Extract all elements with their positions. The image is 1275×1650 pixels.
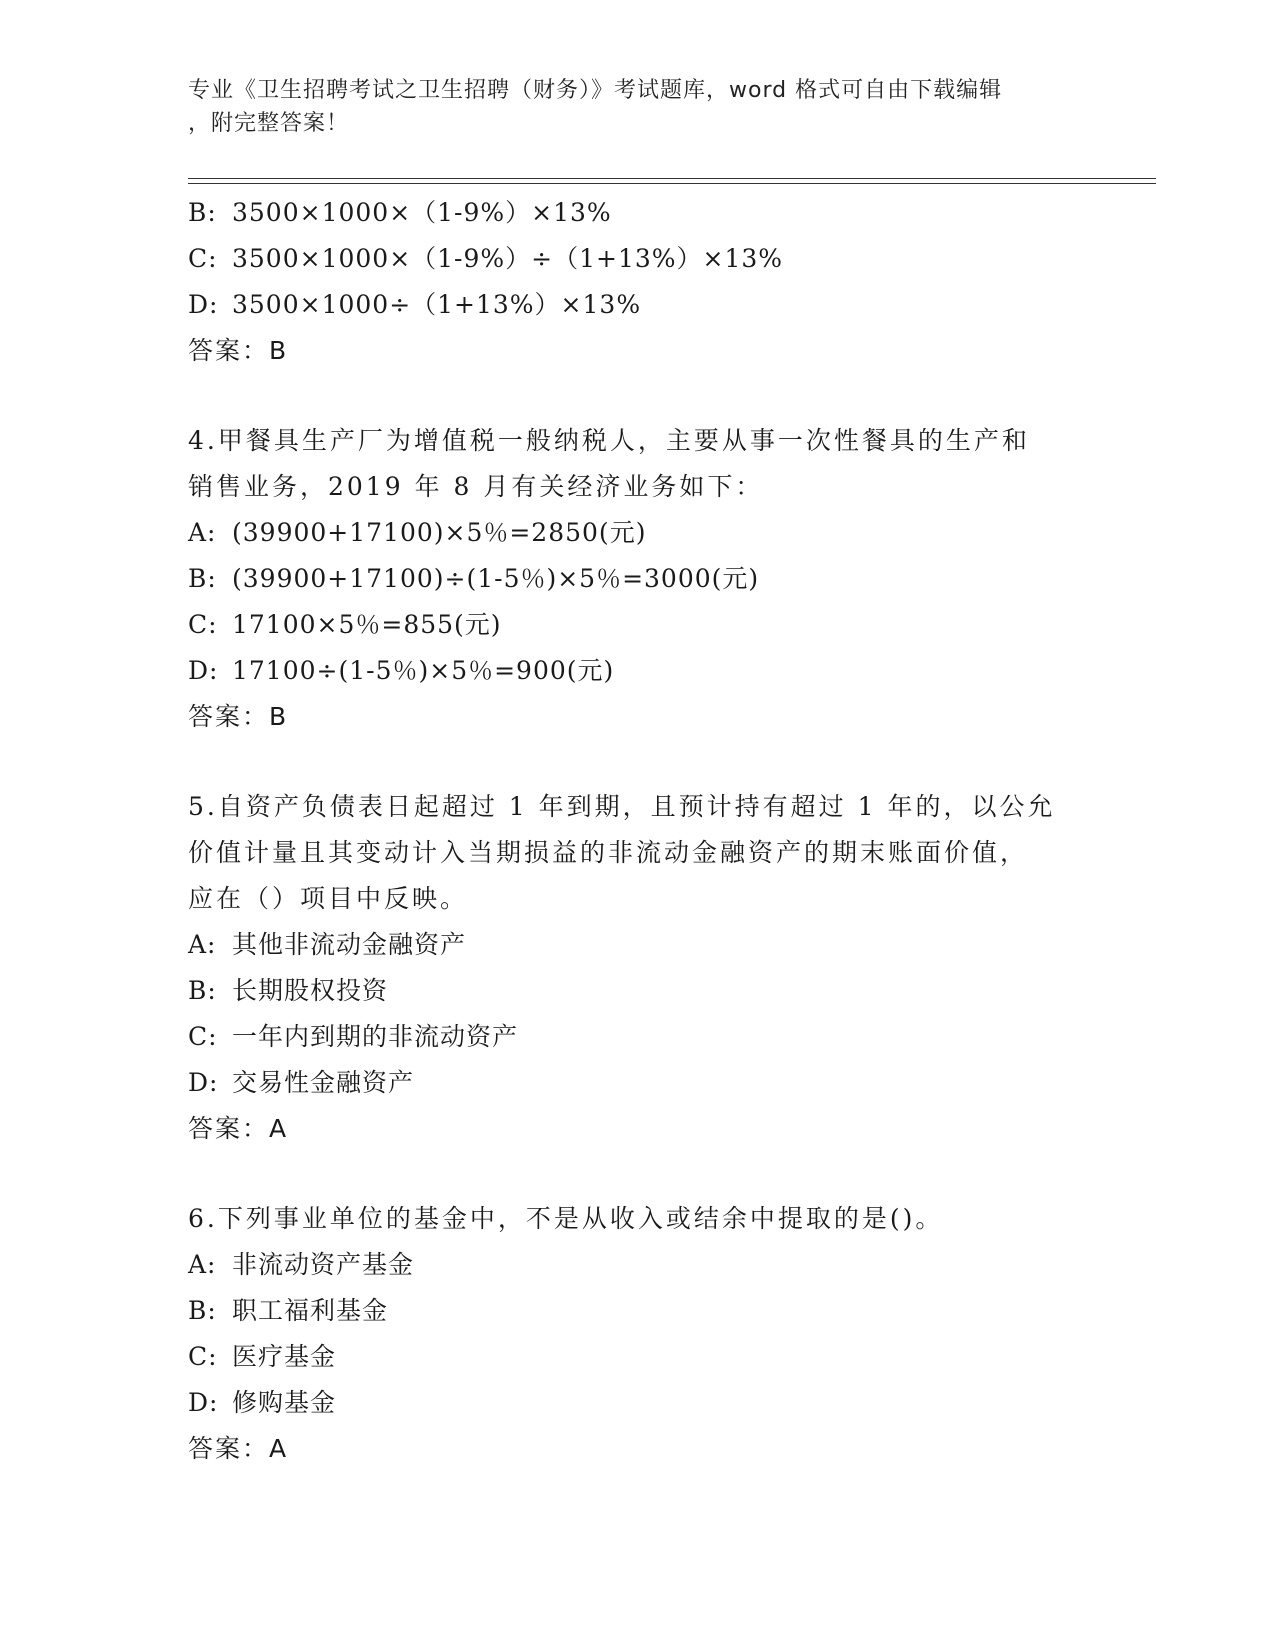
option-key: A: <box>188 930 217 959</box>
option-a <box>188 1242 1088 1288</box>
option-c <box>188 236 1088 282</box>
question-3-continued <box>188 190 1088 374</box>
option-d <box>188 1380 1088 1426</box>
document-header <box>188 74 1068 140</box>
answer: 答案：B <box>188 336 289 365</box>
option-b <box>188 968 1088 1014</box>
option-text: 17100×5％=855(元) <box>232 610 502 639</box>
option-key: C: <box>188 1342 218 1371</box>
option-text: 3500×1000×（1-9%）×13% <box>232 198 612 227</box>
header-divider-bottom <box>188 183 1156 184</box>
header-line-2: ，附完整答案！ <box>188 111 350 136</box>
option-key: B: <box>188 564 217 593</box>
option-d <box>188 282 1088 328</box>
question-stem-line: 4.甲餐具生产厂为增值税一般纳税人，主要从事一次性餐具的生产和 <box>188 426 1030 455</box>
option-key: B: <box>188 976 217 1005</box>
option-key: A: <box>188 518 217 547</box>
option-key: B: <box>188 198 217 227</box>
question-stem-line: 价值计量且其变动计入当期损益的非流动金融资产的期末账面价值， <box>188 838 1029 867</box>
option-b <box>188 556 1088 602</box>
option-text: 一年内到期的非流动资产 <box>232 1022 519 1051</box>
option-text: 3500×1000×（1-9%）÷（1+13%）×13% <box>232 244 784 273</box>
option-key: C: <box>188 244 218 273</box>
option-key: D: <box>188 656 219 685</box>
option-key: C: <box>188 610 218 639</box>
option-a <box>188 510 1088 556</box>
option-d <box>188 1060 1088 1106</box>
question-stem <box>188 784 1068 922</box>
option-key: D: <box>188 1388 219 1417</box>
question-5 <box>188 784 1088 1152</box>
question-stem-line: 6.下列事业单位的基金中，不是从收入或结余中提取的是()。 <box>188 1204 944 1233</box>
question-stem <box>188 1196 1068 1242</box>
option-key: D: <box>188 290 219 319</box>
question-stem-line: 5.自资产负债表日起超过 1 年到期，且预计持有超过 1 年的，以公允 <box>188 792 1056 821</box>
header-line-1: 专业《卫生招聘考试之卫生招聘（财务）》考试题库，word 格式可自由下载编辑 <box>188 78 1003 103</box>
option-text: 职工福利基金 <box>232 1296 389 1325</box>
option-b <box>188 190 1088 236</box>
question-6 <box>188 1196 1088 1472</box>
option-key: D: <box>188 1068 219 1097</box>
question-stem <box>188 418 1068 510</box>
option-a <box>188 922 1088 968</box>
option-c <box>188 1334 1088 1380</box>
header-divider-top <box>188 178 1156 179</box>
option-text: 3500×1000÷（1+13%）×13% <box>232 290 642 319</box>
option-text: 非流动资产基金 <box>232 1250 415 1279</box>
answer: 答案：A <box>188 1434 289 1463</box>
option-key: C: <box>188 1022 218 1051</box>
option-c <box>188 1014 1088 1060</box>
option-text: 交易性金融资产 <box>232 1068 415 1097</box>
question-4 <box>188 418 1088 740</box>
option-c <box>188 602 1088 648</box>
option-text: 长期股权投资 <box>232 976 389 1005</box>
option-b <box>188 1288 1088 1334</box>
option-text: 医疗基金 <box>232 1342 337 1371</box>
question-stem-line: 应在（）项目中反映。 <box>188 884 469 913</box>
question-list <box>188 190 1088 1472</box>
option-key: B: <box>188 1296 217 1325</box>
answer: 答案：A <box>188 1114 289 1143</box>
option-text: (39900+17100)÷(1-5％)×5％=3000(元) <box>232 564 760 593</box>
option-text: 其他非流动金融资产 <box>232 930 467 959</box>
option-text: (39900+17100)×5％=2850(元) <box>232 518 647 547</box>
option-key: A: <box>188 1250 217 1279</box>
option-text: 17100÷(1-5％)×5％=900(元) <box>232 656 615 685</box>
option-d <box>188 648 1088 694</box>
answer: 答案：B <box>188 702 289 731</box>
question-stem-line: 销售业务，2019 年 8 月有关经济业务如下： <box>188 472 764 501</box>
option-text: 修购基金 <box>232 1388 337 1417</box>
